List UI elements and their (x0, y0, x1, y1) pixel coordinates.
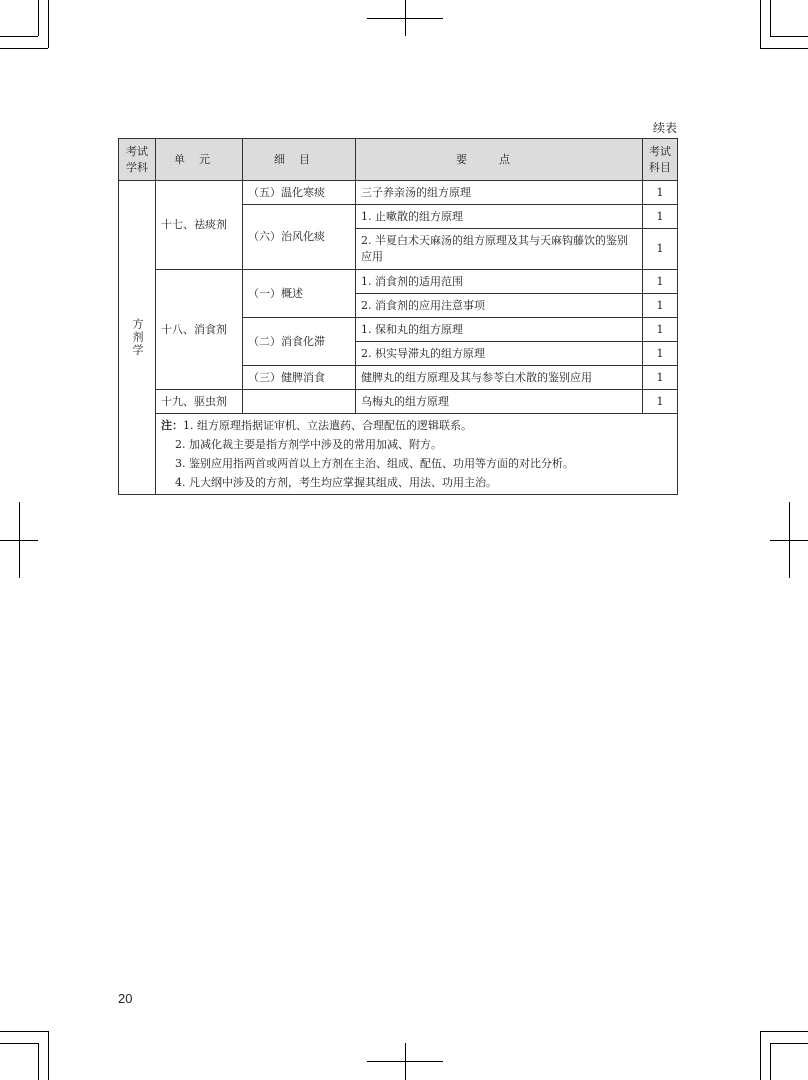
point-cell: 三子养亲汤的组方原理 (356, 181, 643, 205)
table-row (119, 390, 678, 414)
header-item: 细目 (243, 139, 356, 181)
point-cell: 乌梅丸的组方原理 (356, 390, 643, 414)
notes-title: 注： (161, 419, 183, 432)
point-cell: 1. 消食剂的适用范围 (356, 270, 643, 294)
header-points: 要点 (356, 139, 643, 181)
unit-cell: 十七、祛痰剂 (156, 181, 243, 270)
point-cell: 2. 消食剂的应用注意事项 (356, 294, 643, 318)
exam-cell: 1 (643, 229, 678, 270)
syllabus-table (118, 138, 678, 495)
exam-cell: 1 (643, 342, 678, 366)
exam-cell: 1 (643, 181, 678, 205)
exam-cell: 1 (643, 270, 678, 294)
exam-cell: 1 (643, 205, 678, 229)
note-line: 4. 凡大纲中涉及的方剂，考生均应掌握其组成、用法、功用主治。 (175, 476, 497, 489)
unit-cell: 十九、驱虫剂 (156, 390, 243, 414)
continued-label: 续表 (652, 121, 677, 135)
notes-cell (156, 414, 678, 495)
point-cell: 1. 止嗽散的组方原理 (356, 205, 643, 229)
point-cell: 2. 半夏白术天麻汤的组方原理及其与天麻钩藤饮的鉴别应用 (356, 229, 643, 270)
header-subject: 考试学科 (119, 139, 156, 181)
item-cell: （二）消食化滞 (243, 318, 356, 366)
unit-cell: 十八、消食剂 (156, 270, 243, 390)
point-cell: 健脾丸的组方原理及其与参苓白术散的鉴别应用 (356, 366, 643, 390)
note-line: 3. 鉴别应用指两首或两首以上方剂在主治、组成、配伍、功用等方面的对比分析。 (175, 457, 574, 470)
table-row (119, 270, 678, 294)
item-cell: （五）温化寒痰 (243, 181, 356, 205)
exam-cell: 1 (643, 294, 678, 318)
subject-cell: 方剂学 (119, 181, 156, 495)
point-cell: 1. 保和丸的组方原理 (356, 318, 643, 342)
item-cell: （六）治风化痰 (243, 205, 356, 270)
exam-cell: 1 (643, 390, 678, 414)
note-line: 2. 加减化裁主要是指方剂学中涉及的常用加减、附方。 (175, 438, 442, 451)
page-number: 20 (118, 991, 133, 1006)
note-line: 1. 组方原理指据证审机、立法遣药、合理配伍的逻辑联系。 (183, 419, 472, 432)
exam-cell: 1 (643, 366, 678, 390)
item-cell: （三）健脾消食 (243, 366, 356, 390)
table-header-row (119, 139, 678, 181)
header-exam-subject: 考试科目 (643, 139, 678, 181)
item-cell: （一）概述 (243, 270, 356, 318)
header-unit: 单元 (156, 139, 243, 181)
item-cell (243, 390, 356, 414)
notes-row (119, 414, 678, 495)
table-row (119, 181, 678, 205)
exam-cell: 1 (643, 318, 678, 342)
point-cell: 2. 枳实导滞丸的组方原理 (356, 342, 643, 366)
